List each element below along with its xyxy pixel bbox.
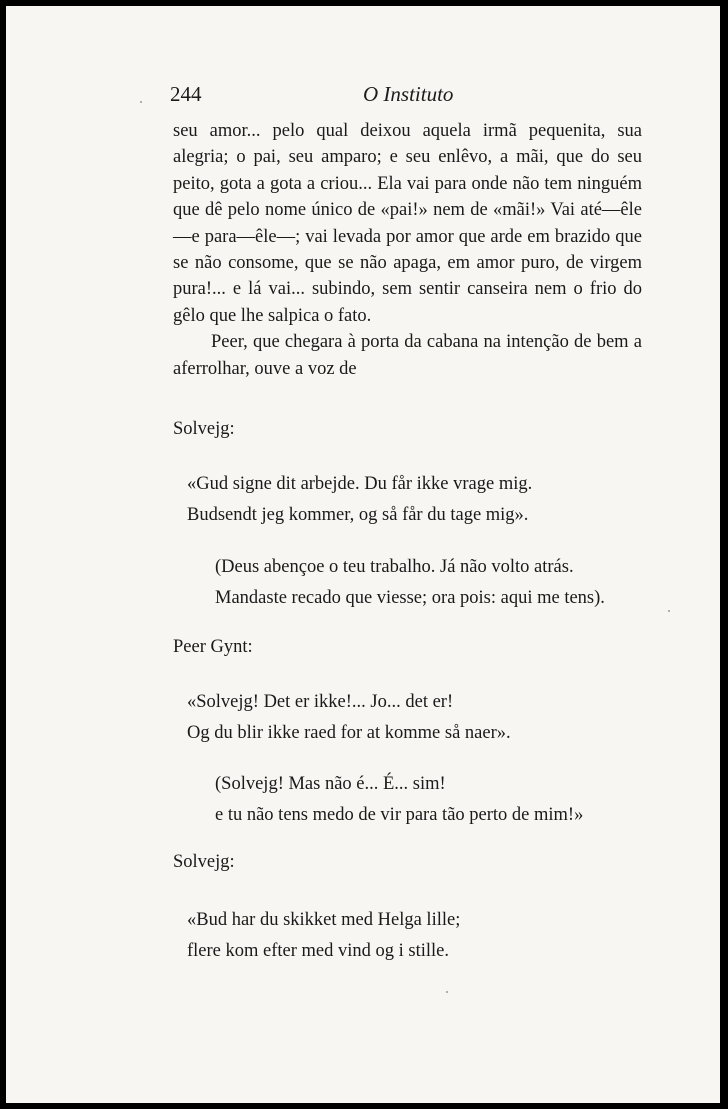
verse-line: e tu não tens medo de vir para tão perto de mim!»	[215, 805, 584, 825]
book-page	[6, 6, 720, 1103]
paper-speck	[668, 610, 670, 612]
running-title: O Instituto	[363, 82, 454, 106]
verse-line: Mandaste recado que viesse; ora pois: aqui me tens).	[215, 588, 605, 608]
verse-line: Budsendt jeg kommer, og så får du tage mig».	[187, 505, 529, 525]
verse-line: flere kom efter med vind og i stille.	[187, 941, 450, 961]
paragraph-1: seu amor... pelo qual deixou aquela irmã pequenita, sua alegria; o pai, seu amparo; e seu enlêvo, a mãi, que do seu peito, gota a gota a criou... Ela vai para onde não tem ninguém que dê pelo nome único de «pai!» nem de «mãi!» Vai até—êle—e para—êle—; vai levada por amor que arde em brazido que se não consome, que se não apaga, em amor puro, de virgem pura!... e lá vai... subindo, sem sentir canseira nem o frio do gêlo que lhe salpica o fato.	[173, 121, 642, 326]
verse-line: «Bud har du skikket med Helga lille;	[187, 910, 461, 930]
verse-translation-1	[215, 552, 605, 614]
verse-translation-2	[215, 769, 583, 831]
paper-speck	[446, 991, 448, 993]
paragraph-2: Peer, que chegara à porta da cabana na intenção de bem a aferrolhar, ouve a voz de	[173, 332, 642, 379]
verse-line: (Deus abençoe o teu trabalho. Já não volto atrás.	[215, 557, 574, 577]
verse-norwegian-2	[187, 687, 511, 749]
verse-norwegian-1	[187, 469, 532, 531]
speaker-solvejg-2: Solvejg:	[173, 852, 235, 872]
paper-speck	[140, 101, 142, 103]
prose-block	[173, 118, 642, 382]
verse-line: Og du blir ikke raed for at komme så naer».	[187, 723, 511, 743]
speaker-peer-gynt: Peer Gynt:	[173, 637, 253, 657]
verse-line: «Gud signe dit arbejde. Du får ikke vrage mig.	[187, 474, 533, 494]
speaker-solvejg-1: Solvejg:	[173, 419, 235, 439]
verse-line: «Solvejg! Det er ikke!... Jo... det er!	[187, 692, 454, 712]
page-number: 244	[170, 82, 202, 106]
verse-line: (Solvejg! Mas não é... É... sim!	[215, 774, 446, 794]
verse-norwegian-3	[187, 905, 460, 967]
page-header	[6, 78, 720, 110]
